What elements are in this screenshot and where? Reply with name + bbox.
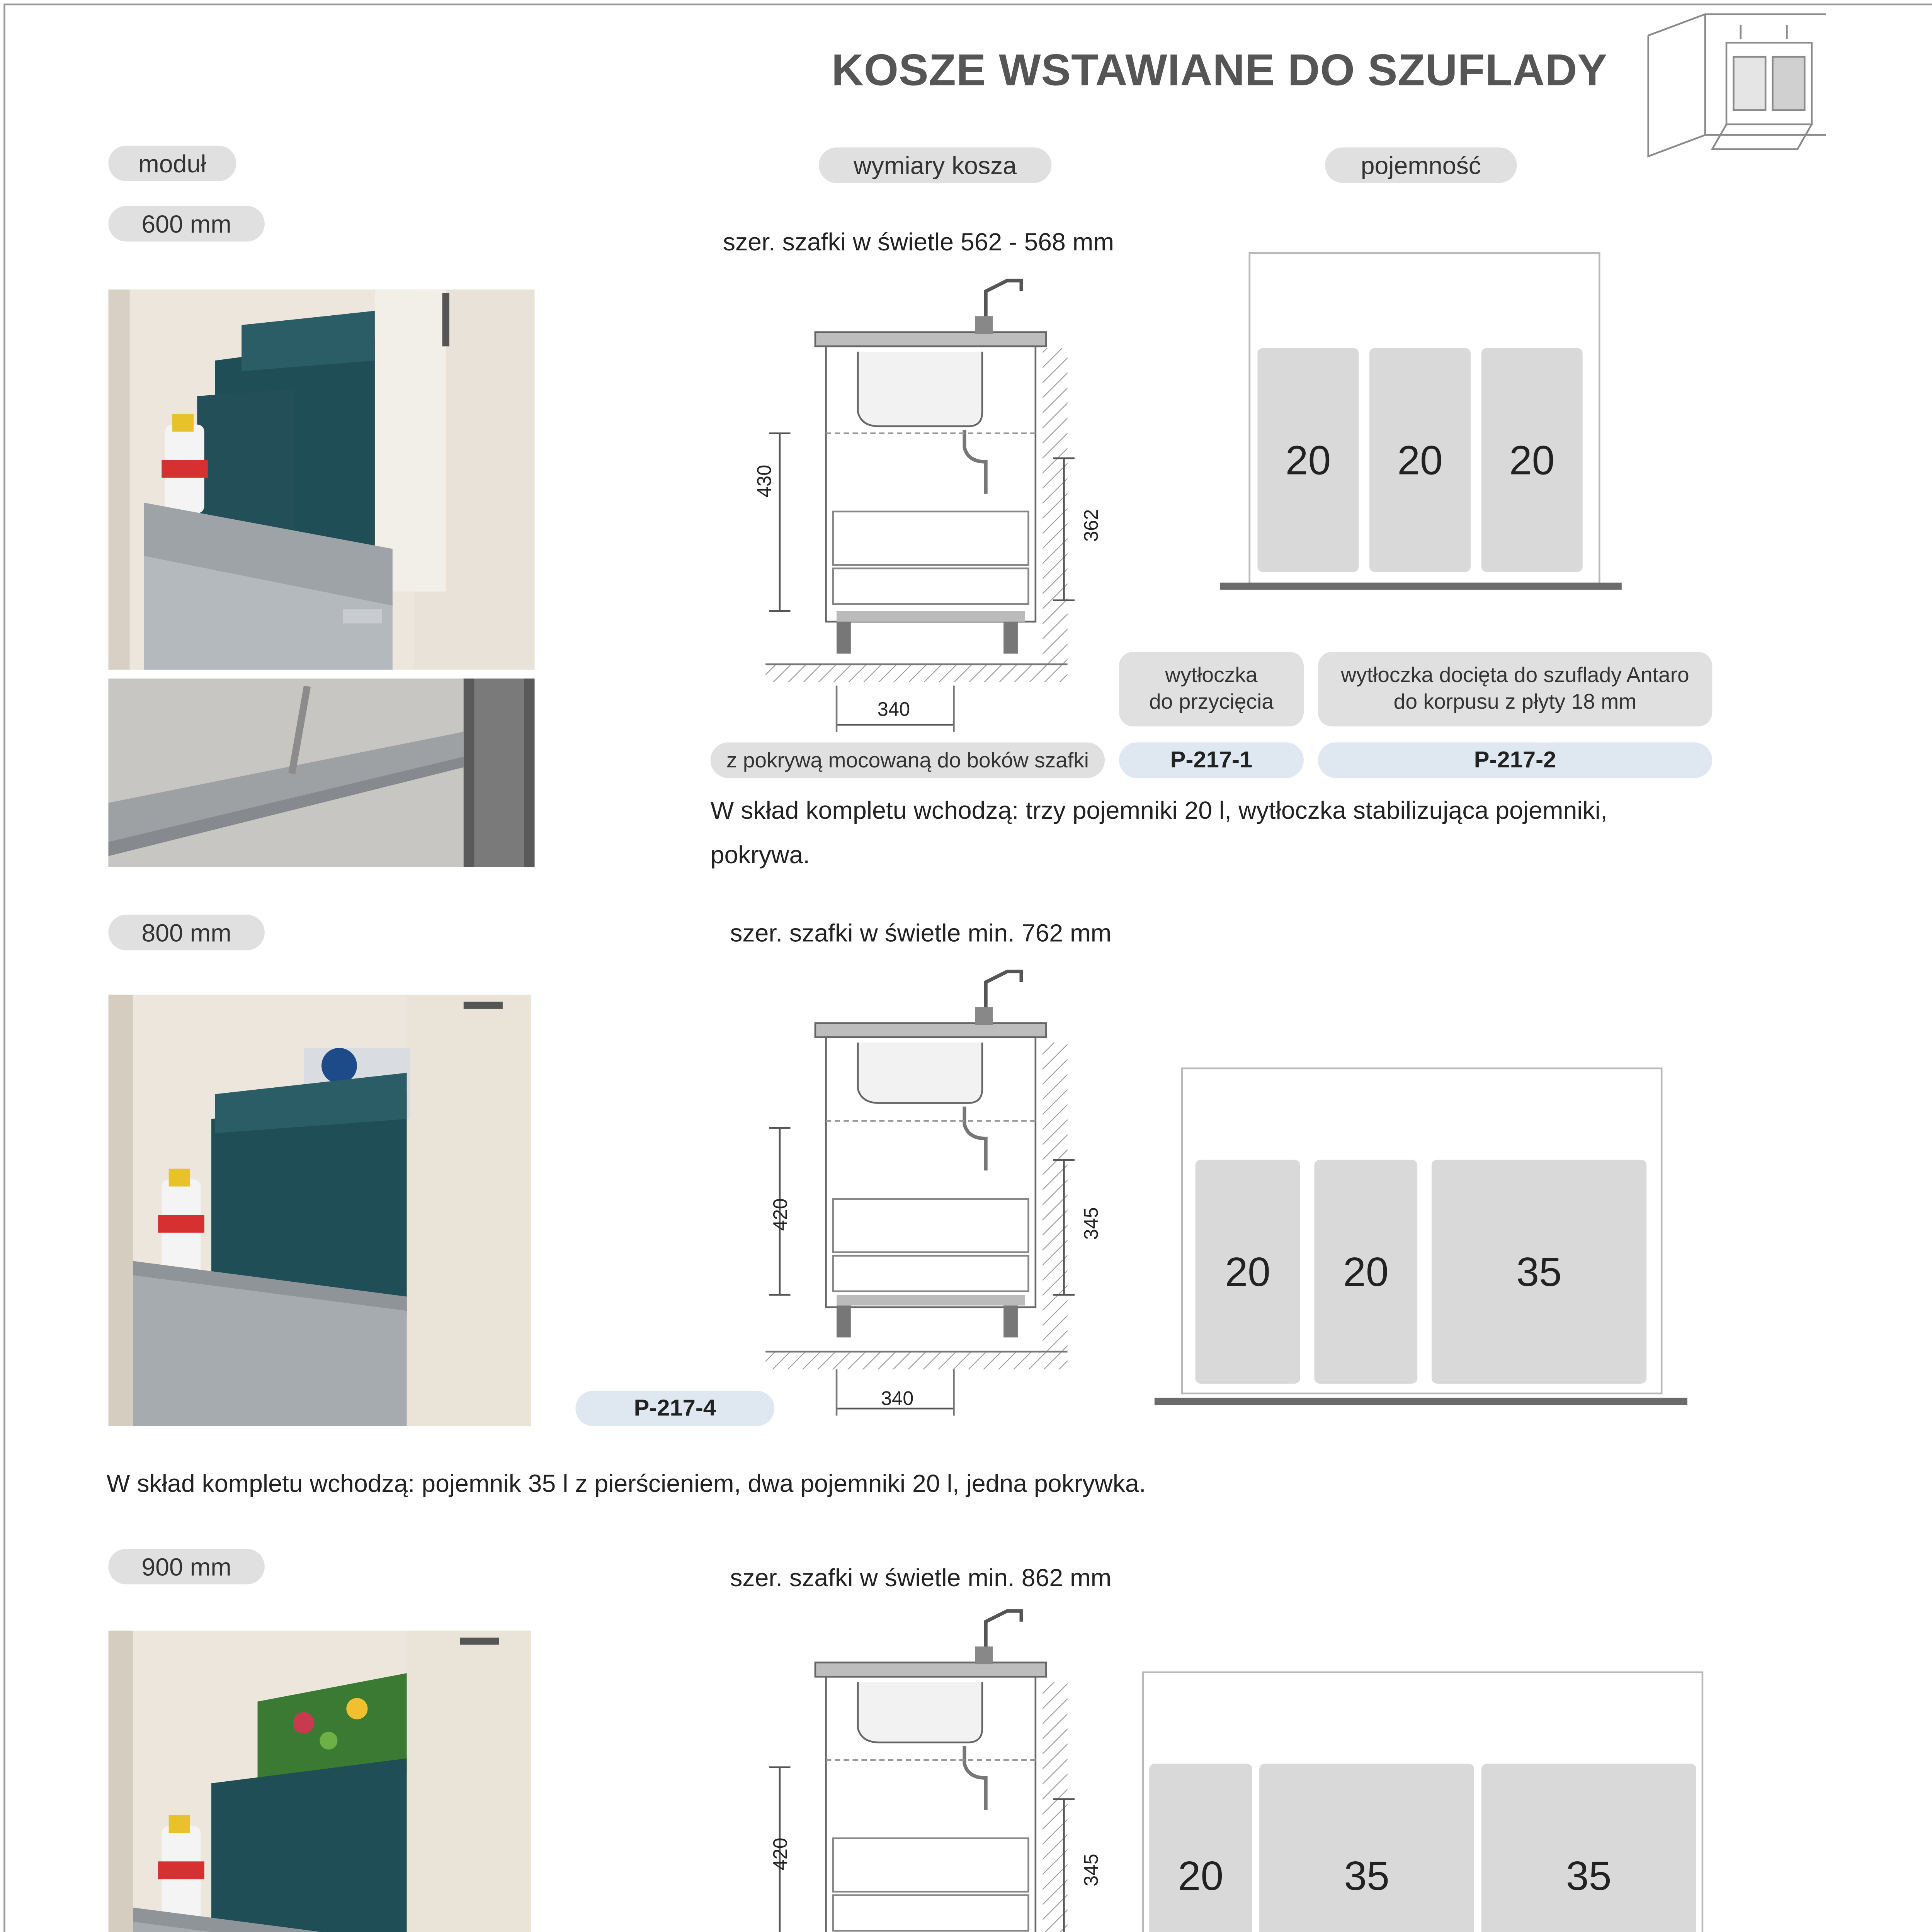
- cabinet-width-800: szer. szafki w świetle min. 762 mm: [730, 918, 1112, 947]
- contents-description-800: W skład kompletu wchodzą: pojemnik 35 l z pierścieniem, dwa pojemniki 20 l, jedna pokrywka.: [106, 1469, 1146, 1498]
- product-photo-800: [108, 995, 531, 1426]
- cabinet-corner-icon: [1634, 7, 1830, 170]
- option-label-antaro-line2: do korpusu z płyty 18 mm: [1393, 689, 1637, 714]
- article-code-p217-4-a: P-217-4: [575, 1391, 774, 1426]
- column-label-dimensions: wymiary kosza: [819, 148, 1051, 183]
- contents-description-600: [711, 789, 1741, 878]
- option-label-cut: [1119, 652, 1304, 726]
- contents-600-line1: W skład kompletu wchodzą: trzy pojemniki 20 l, wytłoczka stabilizująca pojemniki,: [710, 796, 1607, 824]
- option-label-antaro-line1: wytłoczka docięta do szuflady Antaro: [1341, 662, 1689, 687]
- depth-label-600: 340: [877, 700, 910, 721]
- option-label-cut-line1: wytłoczka: [1165, 662, 1258, 687]
- capacity-shelf-600: [1220, 583, 1622, 590]
- module-badge-900: 900 mm: [108, 1549, 265, 1584]
- product-photo-600: [108, 289, 534, 670]
- technical-drawing-600: [755, 263, 1092, 742]
- height-label-inner-600: 362: [1082, 509, 1103, 542]
- column-label-module: moduł: [108, 146, 236, 181]
- bin-600-2: 20: [1369, 348, 1471, 572]
- cabinet-width-900: szer. szafki w świetle min. 862 mm: [730, 1563, 1112, 1592]
- contents-600-line2: pokrywa.: [710, 840, 810, 869]
- bin-800-2: 20: [1315, 1160, 1418, 1384]
- option-label-cut-line2: do przycięcia: [1149, 689, 1274, 714]
- bin-800-1: 20: [1196, 1160, 1300, 1384]
- bin-900-2: 35: [1259, 1764, 1474, 1932]
- height-label-outer-600: 430: [755, 464, 776, 498]
- technical-drawing-800: [755, 964, 1092, 1426]
- technical-drawing-900: [755, 1604, 1092, 1932]
- height-label-inner-800: 345: [1082, 1207, 1103, 1240]
- article-code-p217-1: P-217-1: [1119, 742, 1304, 778]
- bin-900-3: 35: [1481, 1764, 1696, 1932]
- option-label-antaro: [1318, 652, 1712, 726]
- product-photo-900: [108, 1631, 531, 1932]
- product-detail-photo-600: [108, 679, 534, 867]
- bin-600-1: 20: [1257, 348, 1359, 572]
- capacity-shelf-800: [1155, 1398, 1687, 1405]
- height-label-outer-800: 420: [770, 1198, 793, 1231]
- page-title: KOSZE WSTAWIANE DO SZUFLADY: [831, 46, 1608, 96]
- bin-800-3: 35: [1432, 1160, 1646, 1384]
- module-badge-800: 800 mm: [108, 915, 265, 950]
- cabinet-width-600: szer. szafki w świetle 562 - 568 mm: [723, 227, 1114, 256]
- option-row-label: z pokrywą mocowaną do boków szafki: [711, 742, 1105, 778]
- height-label-inner-900: 345: [1082, 1854, 1103, 1886]
- bin-900-1: 20: [1149, 1764, 1252, 1932]
- depth-label-800: 340: [881, 1389, 914, 1410]
- article-code-p217-2: P-217-2: [1318, 742, 1712, 778]
- module-badge-600: 600 mm: [108, 206, 265, 242]
- height-label-outer-900: 420: [770, 1837, 793, 1871]
- bin-600-3: 20: [1481, 348, 1583, 572]
- column-label-capacity: pojemność: [1325, 148, 1517, 183]
